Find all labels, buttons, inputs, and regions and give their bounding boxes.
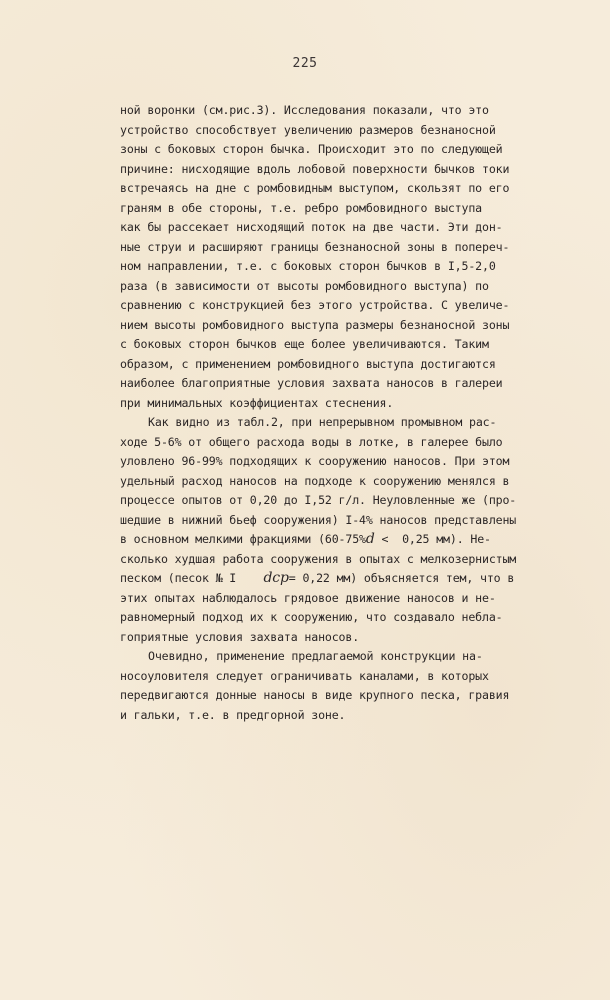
text-line: ном направлении, т.е. с боковых сторон бычков в I,5-2,0 — [120, 259, 496, 273]
less-than-symbol: < — [381, 532, 389, 546]
text-line: и гальки, т.е. в предгорной зоне. — [120, 707, 346, 722]
text-line: ходе 5-6% от общего расхода воды в лотке, в галерее было — [120, 434, 503, 449]
text-line: при минимальных коэффициентах стеснения. — [120, 395, 394, 410]
page-number: 225 — [292, 56, 318, 71]
text-line-with-symbol — [120, 569, 560, 589]
text-line: сколько худшая работа сооружения в опытах с мелкозернистым — [120, 551, 517, 566]
text-line: уловлено 96-99% подходящих к сооружению наносов. При этом — [120, 454, 510, 468]
text-line: ные струи и расширяют границы безнаносной зоны в попереч- — [120, 239, 510, 254]
text-line: как бы рассекает нисходящий поток на две части. Эти дон- — [120, 220, 503, 234]
text-line-with-symbol — [120, 530, 560, 550]
text-line: образом, с применением ромбовидного выступа достигаются — [120, 356, 496, 371]
text-line: этих опытах наблюдалось грядовое движение наносов и не- — [120, 590, 496, 605]
text-line: наиболее благоприятные условия захвата наносов в галереи — [120, 376, 503, 390]
paragraph-start-line: Очевидно, применение предлагаемой конструкции на- — [148, 649, 483, 663]
text-line: раза (в зависимости от высоты ромбовидного выступа) по — [120, 278, 489, 293]
text-line: граням в обе стороны, т.е. ребро ромбовидного выступа — [120, 200, 482, 215]
text-line: нием высоты ромбовидного выступа размеры безнаносной зоны — [120, 317, 510, 332]
text-fragment: песком (песок № I — [120, 571, 237, 585]
text-line: шедшие в нижний бьеф сооружения) I-4% наносов представлены — [120, 512, 517, 527]
text-fragment: 0,25 мм). Не- — [402, 532, 491, 546]
body-text — [120, 101, 560, 725]
text-line: зоны с боковых сторон бычка. Происходит это по следующей — [120, 142, 503, 156]
text-line: передвигаются донные наносы в виде крупного песка, гравия — [120, 688, 510, 702]
handwritten-d-symbol: d — [365, 531, 375, 547]
text-line: удельный расход наносов на подходе к сооружению менялся в — [120, 473, 510, 488]
text-line: причине: нисходящие вдоль лобовой поверхности бычков токи — [120, 161, 510, 176]
text-fragment: в основном мелкими фракциями (60-75% — [120, 532, 366, 546]
handwritten-dcp-symbol: dср — [263, 570, 289, 586]
text-line: с боковых сторон бычков еще более увеличиваются. Таким — [120, 337, 489, 351]
text-line: встречаясь на дне с ромбовидным выступом, скользят по его — [120, 181, 510, 195]
text-fragment: = 0,22 мм) объясняется тем, что в — [288, 571, 515, 585]
text-line: гоприятные условия захвата наносов. — [120, 629, 360, 644]
text-line: равномерный подход их к сооружению, что создавало небла- — [120, 610, 503, 624]
text-line: носоуловителя следует ограничивать каналами, в которых — [120, 668, 489, 683]
text-line: процессе опытов от 0,20 до I,52 г/л. Неуловленные же (про- — [120, 493, 517, 507]
text-line: ной воронки (см.рис.3). Исследования показали, что это — [120, 103, 489, 117]
text-line: сравнению с конструкцией без этого устройства. С увеличе- — [120, 298, 510, 312]
text-line: устройство способствует увеличению размеров безнаносной — [120, 122, 496, 137]
paragraph-start-line: Как видно из табл.2, при непрерывном промывном рас- — [148, 415, 497, 429]
